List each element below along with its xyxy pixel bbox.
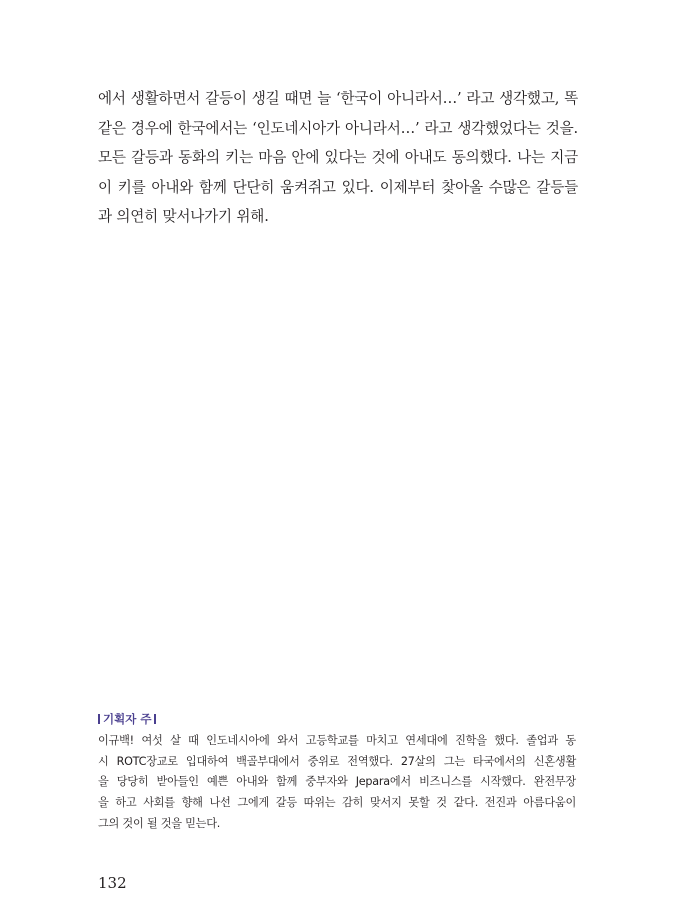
note-line: 을 당당히 받아들인 예쁜 아내와 함께 중부자와 Jepara에서 비즈니스를 시작했다. 완전무장 bbox=[98, 775, 576, 789]
body-text bbox=[98, 84, 578, 232]
note-line: 그의 것이 될 것을 믿는다. bbox=[98, 816, 221, 830]
heading-bar-right bbox=[154, 714, 156, 724]
page-number: 132 bbox=[98, 874, 127, 892]
editor-note-heading bbox=[98, 711, 576, 727]
body-line: 같은 경우에 한국에서는 ‘인도네시아가 아니라서…’ 라고 생각했었다는 것을. bbox=[98, 119, 578, 137]
heading-bar-left bbox=[98, 714, 100, 724]
note-line: 이규백! 여섯 살 때 인도네시아에 와서 고등학교를 마치고 연세대에 진학을 했다. 졸업과 동 bbox=[98, 734, 576, 747]
body-line: 모든 갈등과 동화의 키는 마음 안에 있다는 것에 아내도 동의했다. 나는 지금 bbox=[98, 149, 578, 166]
body-line: 에서 생활하면서 갈등이 생길 때면 늘 ‘한국이 아니라서…’ 라고 생각했고, 똑 bbox=[98, 90, 578, 107]
body-line: 과 의연히 맞서나가기 위해. bbox=[98, 208, 269, 225]
body-line: 이 키를 아내와 함께 단단히 움켜쥐고 있다. 이제부터 찾아올 수많은 갈등들 bbox=[98, 178, 578, 196]
note-line: 을 하고 사회를 향해 나선 그에게 갈등 따위는 감히 맞서지 못할 것 같다. 전진과 아름다움이 bbox=[98, 796, 576, 810]
editor-note-title: 기획자 주 bbox=[103, 712, 152, 726]
editor-note bbox=[98, 711, 576, 835]
note-line: 시 ROTC장교로 입대하여 백골부대에서 중위로 전역했다. 27살의 그는 타국에서의 신혼생활 bbox=[98, 754, 576, 768]
